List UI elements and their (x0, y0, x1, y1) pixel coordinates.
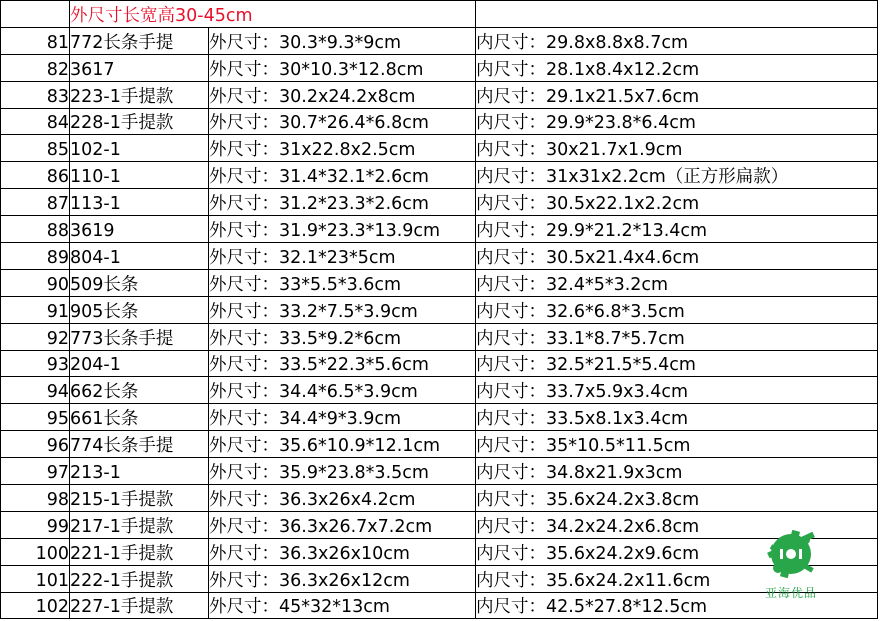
outer-size: 外尺寸：33.2*7.5*3.9cm (209, 296, 476, 323)
inner-size: 内尺寸：34.2x24.2x6.8cm (476, 511, 878, 538)
inner-size: 内尺寸：34.8x21.9x3cm (476, 458, 878, 485)
table-row (1, 189, 878, 216)
model-name: 3617 (70, 54, 209, 81)
table-row (1, 323, 878, 350)
table-row (1, 350, 878, 377)
inner-size: 内尺寸：35.6x24.2x11.6cm (476, 565, 878, 592)
inner-size: 内尺寸：33.7x5.9x3.4cm (476, 377, 878, 404)
table-row (1, 404, 878, 431)
outer-size: 外尺寸：30.3*9.3*9cm (209, 27, 476, 54)
row-number: 99 (1, 511, 70, 538)
model-name: 221-1手提款 (70, 538, 209, 565)
row-number: 82 (1, 54, 70, 81)
outer-size: 外尺寸：35.6*10.9*12.1cm (209, 431, 476, 458)
row-number: 93 (1, 350, 70, 377)
table-row (1, 458, 878, 485)
table-row (1, 243, 878, 270)
outer-size: 外尺寸：30.2x24.2x8cm (209, 81, 476, 108)
header-row (1, 1, 878, 28)
table-row (1, 296, 878, 323)
table-row (1, 81, 878, 108)
watermark-logo-icon (756, 530, 826, 586)
outer-size: 外尺寸：36.3x26.7x7.2cm (209, 511, 476, 538)
table-row (1, 511, 878, 538)
inner-size: 内尺寸：35.6x24.2x3.8cm (476, 485, 878, 512)
outer-size: 外尺寸：33.5*9.2*6cm (209, 323, 476, 350)
model-name: 662长条 (70, 377, 209, 404)
inner-size: 内尺寸：31x31x2.2cm（正方形扁款） (476, 162, 878, 189)
table-row (1, 565, 878, 592)
table-row (1, 377, 878, 404)
model-name: 204-1 (70, 350, 209, 377)
table-row (1, 592, 878, 619)
model-name: 228-1手提款 (70, 108, 209, 135)
row-number: 90 (1, 269, 70, 296)
outer-size: 外尺寸：31.4*32.1*2.6cm (209, 162, 476, 189)
header-num-cell (1, 1, 70, 28)
model-name: 773长条手提 (70, 323, 209, 350)
table-row (1, 162, 878, 189)
outer-size: 外尺寸：34.4*6.5*3.9cm (209, 377, 476, 404)
table-row (1, 108, 878, 135)
outer-size: 外尺寸：35.9*23.8*3.5cm (209, 458, 476, 485)
inner-size: 内尺寸：35*10.5*11.5cm (476, 431, 878, 458)
outer-size: 外尺寸：36.3x26x4.2cm (209, 485, 476, 512)
model-name: 661长条 (70, 404, 209, 431)
row-number: 95 (1, 404, 70, 431)
model-name: 223-1手提款 (70, 81, 209, 108)
header-blank-cell (476, 1, 878, 28)
outer-size: 外尺寸：31.2*23.3*2.6cm (209, 189, 476, 216)
row-number: 81 (1, 27, 70, 54)
inner-size: 内尺寸：30x21.7x1.9cm (476, 135, 878, 162)
row-number: 101 (1, 565, 70, 592)
outer-size: 外尺寸：33.5*22.3*5.6cm (209, 350, 476, 377)
row-number: 84 (1, 108, 70, 135)
outer-size: 外尺寸：45*32*13cm (209, 592, 476, 619)
watermark-logo (756, 530, 826, 602)
row-number: 98 (1, 485, 70, 512)
model-name: 774长条手提 (70, 431, 209, 458)
inner-size: 内尺寸：29.1x21.5x7.6cm (476, 81, 878, 108)
model-name: 217-1手提款 (70, 511, 209, 538)
table-row (1, 538, 878, 565)
row-number: 102 (1, 592, 70, 619)
watermark-text: 亚海优品 (764, 586, 817, 600)
row-number: 91 (1, 296, 70, 323)
model-name: 215-1手提款 (70, 485, 209, 512)
inner-size: 内尺寸：32.5*21.5*5.4cm (476, 350, 878, 377)
outer-size: 外尺寸：32.1*23*5cm (209, 243, 476, 270)
model-name: 905长条 (70, 296, 209, 323)
table-row (1, 27, 878, 54)
row-number: 96 (1, 431, 70, 458)
table-row (1, 216, 878, 243)
model-name: 227-1手提款 (70, 592, 209, 619)
outer-size: 外尺寸：34.4*9*3.9cm (209, 404, 476, 431)
inner-size: 内尺寸：32.6*6.8*3.5cm (476, 296, 878, 323)
inner-size: 内尺寸：30.5x22.1x2.2cm (476, 189, 878, 216)
model-name: 3619 (70, 216, 209, 243)
model-name: 213-1 (70, 458, 209, 485)
model-name: 772长条手提 (70, 27, 209, 54)
inner-size: 内尺寸：32.4*5*3.2cm (476, 269, 878, 296)
outer-size: 外尺寸：36.3x26x10cm (209, 538, 476, 565)
size-table-body (1, 1, 878, 619)
outer-size: 外尺寸：36.3x26x12cm (209, 565, 476, 592)
row-number: 85 (1, 135, 70, 162)
inner-size: 内尺寸：29.9*21.2*13.4cm (476, 216, 878, 243)
outer-size: 外尺寸：33*5.5*3.6cm (209, 269, 476, 296)
model-name: 102-1 (70, 135, 209, 162)
inner-size: 内尺寸：33.5x8.1x3.4cm (476, 404, 878, 431)
table-row (1, 431, 878, 458)
model-name: 113-1 (70, 189, 209, 216)
table-row (1, 485, 878, 512)
model-name: 222-1手提款 (70, 565, 209, 592)
row-number: 89 (1, 243, 70, 270)
row-number: 94 (1, 377, 70, 404)
header-title: 外尺寸长宽高30-45cm (70, 1, 476, 28)
inner-size: 内尺寸：35.6x24.2x9.6cm (476, 538, 878, 565)
model-name: 110-1 (70, 162, 209, 189)
outer-size: 外尺寸：30.7*26.4*6.8cm (209, 108, 476, 135)
model-name: 509长条 (70, 269, 209, 296)
row-number: 100 (1, 538, 70, 565)
row-number: 88 (1, 216, 70, 243)
row-number: 92 (1, 323, 70, 350)
table-row (1, 135, 878, 162)
inner-size: 内尺寸：30.5x21.4x4.6cm (476, 243, 878, 270)
table-row (1, 54, 878, 81)
inner-size: 内尺寸：42.5*27.8*12.5cm (476, 592, 878, 619)
row-number: 83 (1, 81, 70, 108)
model-name: 804-1 (70, 243, 209, 270)
inner-size: 内尺寸：33.1*8.7*5.7cm (476, 323, 878, 350)
inner-size: 内尺寸：29.9*23.8*6.4cm (476, 108, 878, 135)
table-row (1, 269, 878, 296)
outer-size: 外尺寸：30*10.3*12.8cm (209, 54, 476, 81)
outer-size: 外尺寸：31.9*23.3*13.9cm (209, 216, 476, 243)
row-number: 87 (1, 189, 70, 216)
inner-size: 内尺寸：29.8x8.8x8.7cm (476, 27, 878, 54)
inner-size: 内尺寸：28.1x8.4x12.2cm (476, 54, 878, 81)
row-number: 97 (1, 458, 70, 485)
row-number: 86 (1, 162, 70, 189)
outer-size: 外尺寸：31x22.8x2.5cm (209, 135, 476, 162)
